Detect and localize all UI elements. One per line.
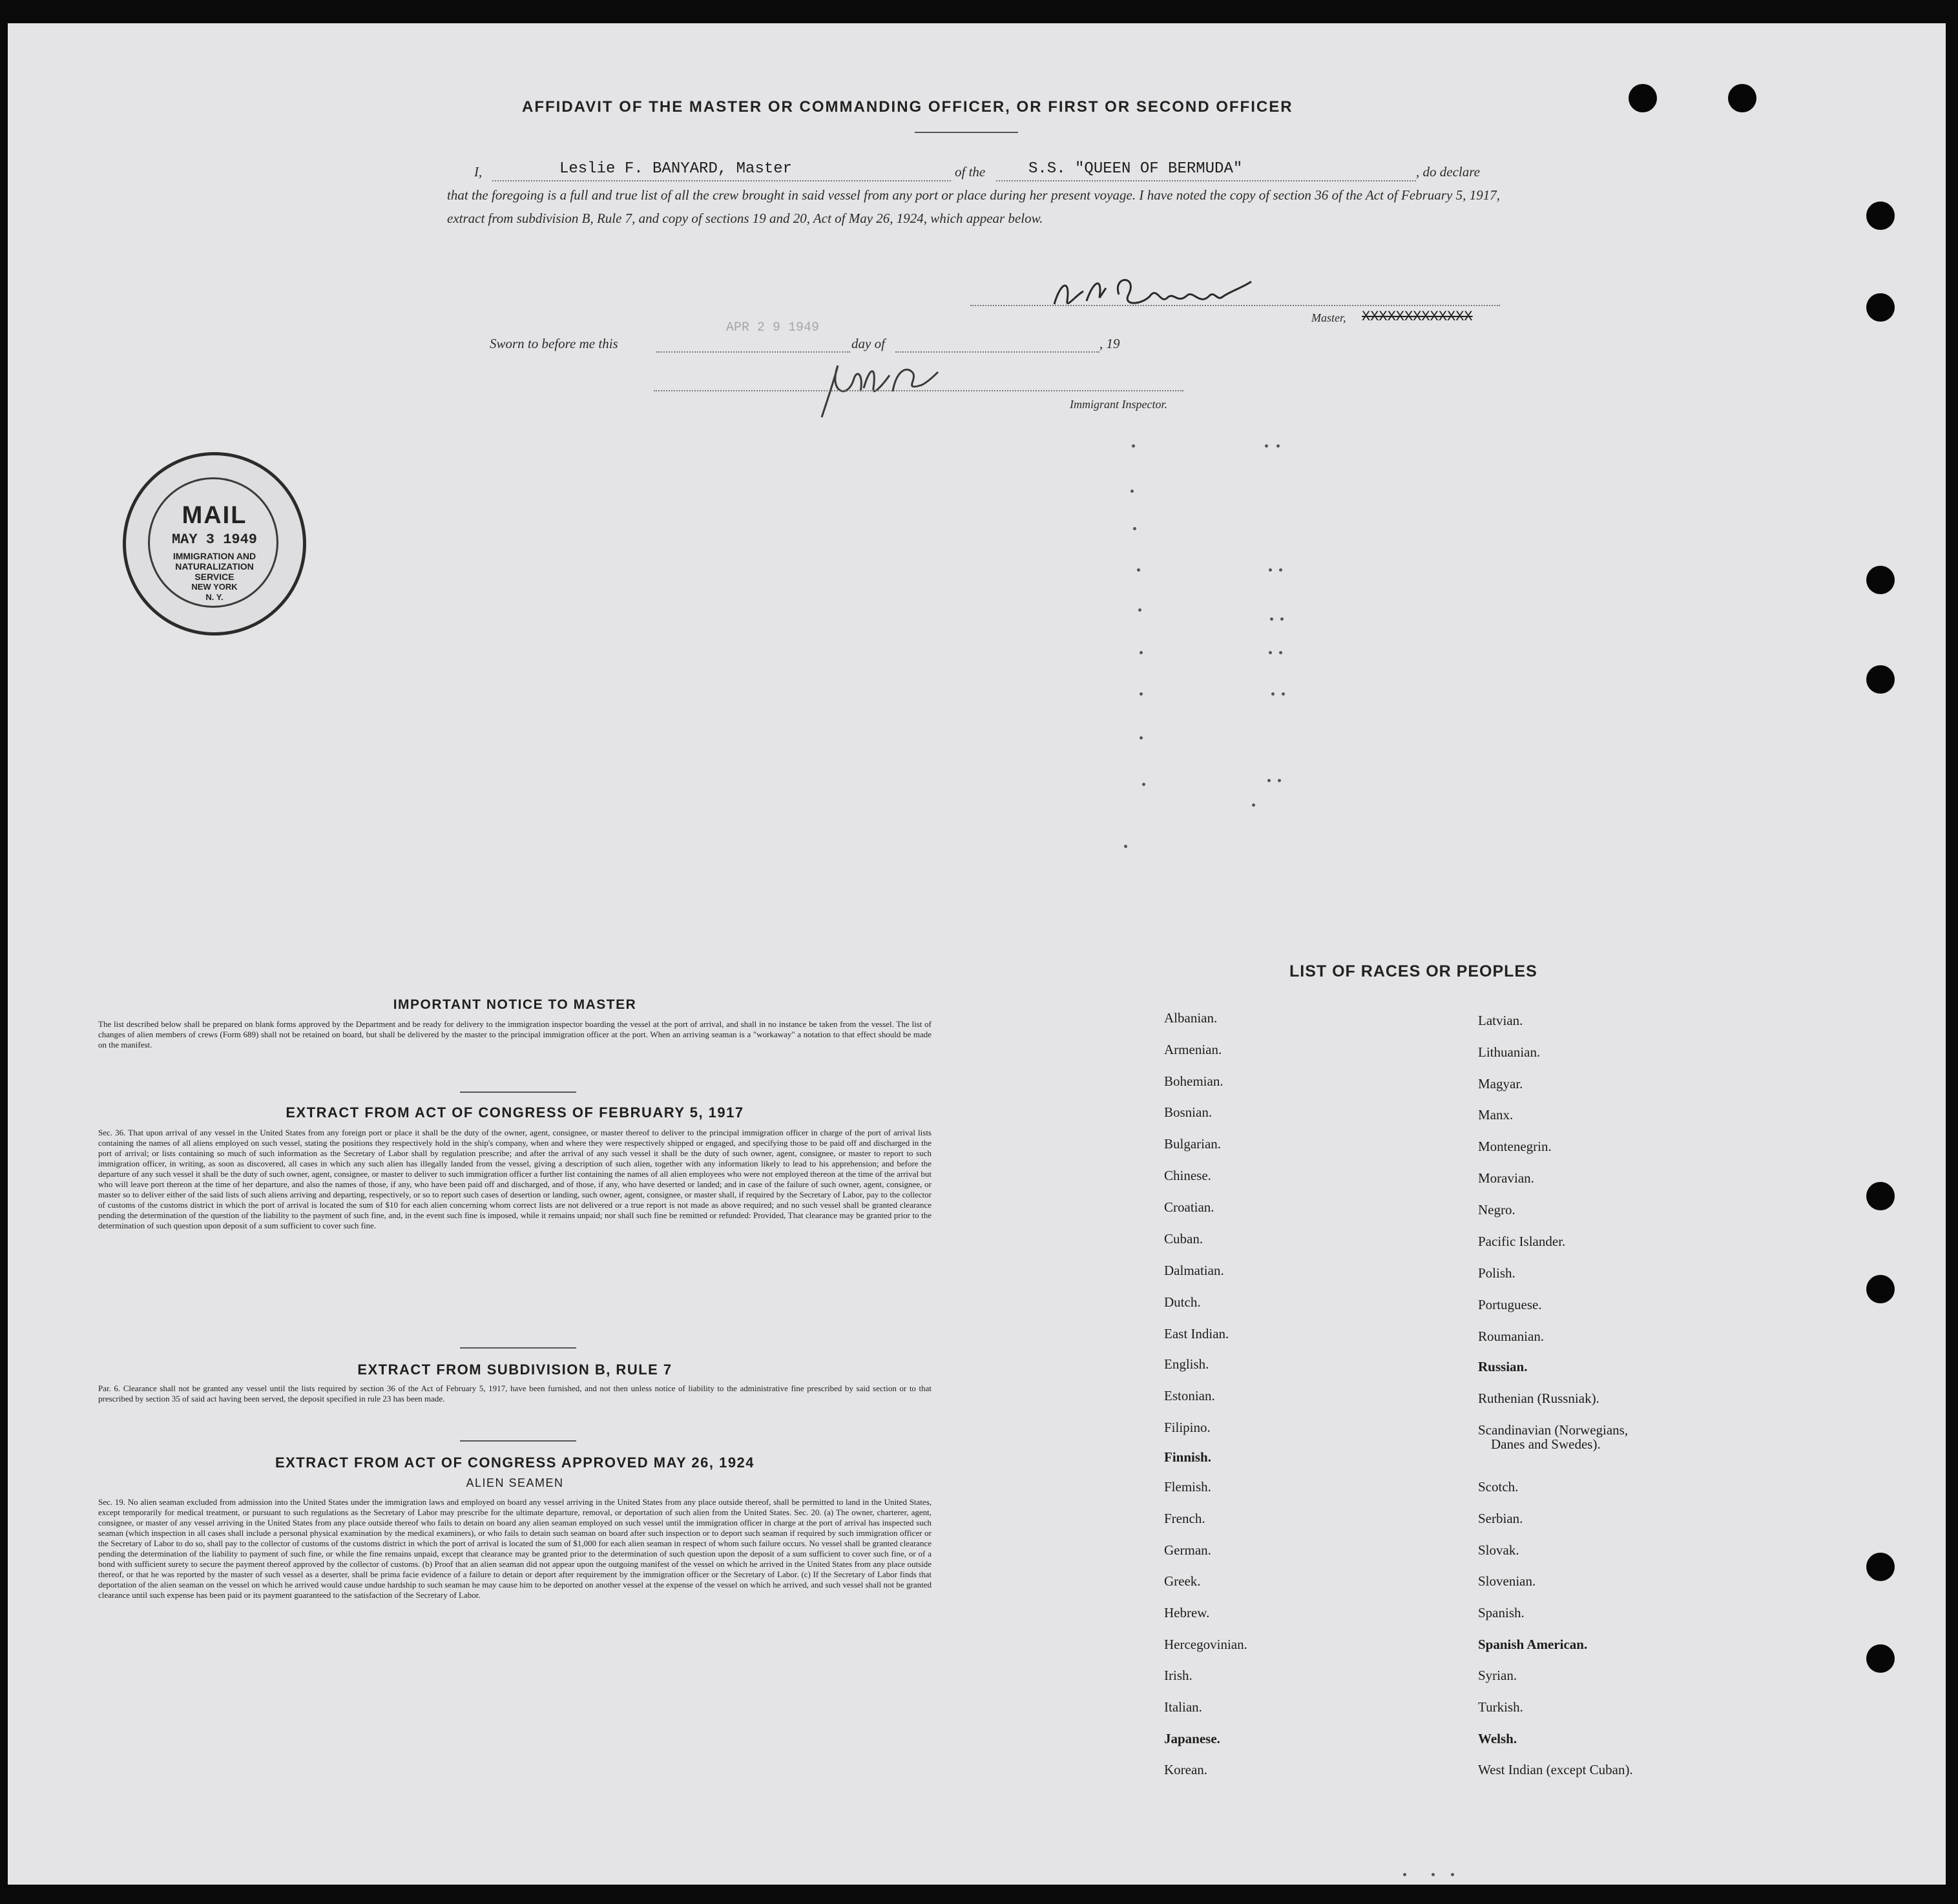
extract-1924-body: Sec. 19. No alien seaman excluded from admission into the United States under the immigration laws and employed on board any vessel arriving in the United States from any place outside thereof, shall be permitted to land in the United States, except temporarily for medical treatment, or pursuant to such regulations as the Secretary of Labor may prescribe for the ultimate departure, removal, or deportation of such alien from the United States. Sec. 20. (a) The owner, charterer, agent, consignee, or master of any vessel arriving in the United States from any place outside thereof who fails to detain on board any alien seaman employed on such vessel until the immigration officer in charge at the port of arrival has inspected such seaman (which inspection in all cases shall include a personal physical examination by the medical examiners), or who fails to detain such seaman on board after such inspection or to deport such seaman if required by such immigration officer or the Secretary of Labor to do so, shall pay to the collector of customs of the customs district in which the port of arrival is located the sum of $1,000 for each alien seaman in respect of whom such failure occurs. No vessel shall be granted clearance pending the determination of the liability to payment of such fine, or while the fine remains unpaid, except that clearance may be granted prior to the determination of such question upon the deposit of a sum sufficient to cover such fine, or of a bond with sufficient surety to secure the payment thereof approved by the collector of customs. (b) Proof that an alien seaman did not appear upon the outgoing manifest of the vessel on which he arrived in the United States from any place outside thereof, or that he was reported by the master of such vessel as a deserter, shall be prima facie evidence of a failure to detain or deport after requirement by the immigration officer or the Secretary of Labor. (c) If the Secretary of Labor finds that deportation of the alien seaman on the vessel on which he arrived would cause undue hardship to such seaman he may cause him to be deported on another vessel at the expense of the vessel on which he arrived, and such vessel shall not be granted clearance until such expense has been paid or its payment guaranteed to the satisfaction of the Secretary of Labor. — [98, 1497, 932, 1600]
punch-hole — [1866, 1644, 1895, 1673]
extract-1917-body: Sec. 36. That upon arrival of any vessel in the United States from any foreign port or place it shall be the duty of the owner, agent, consignee, or master thereof to deliver to the principal immigration officer in charge of the port of arrival lists containing the names of all aliens employed on such vessel, stating the positions they respectively hold in the ship's company, when and where they were respectively shipped or engaged, and specifying those to be paid off and discharged in the port of arrival; or lists containing so much of such information as the Secretary of Labor shall by regulation prescribe; and after the arrival of any such vessel it shall be the duty of such owner, agent, consignee, or master to report to such immigration officer, in writing, as soon as discovered, all cases in which any such alien has illegally landed from the vessel, giving a description of such alien, together with any information likely to lead to his apprehension; and before the departure of any such vessel it shall be the duty of such owner, agent, consignee, or master to deliver to such immigration officer a further list containing the names of all alien employees who were not employed thereon at the time of the arrival but who will leave port thereon at the time of her departure, and also the names of those, if any, who have been paid off and discharged, and of those, if any, who have deserted or landed; and in case of the failure of such owner, agent, consignee, or master so to deliver either of the said lists of such aliens arriving and departing, respectively, or so to report such cases of desertion or landing, such owner, agent, consignee, or master shall, if required by the Secretary of Labor, pay to the collector of customs of the customs district in which the port of arrival is located the sum of $10 for each alien concerning whom correct lists are not delivered or a true report is not made as above required; and no such vessel shall be granted clearance pending the determination of the question of the liability to the payment of such fine, and, in the event such fine is imposed, while it remains unpaid; nor shall such fine be remitted or refunded: Provided, That clearance may be granted prior to the determination of such question upon deposit of a sum sufficient to cover such fine. — [98, 1128, 932, 1230]
race-right: Slovak. — [1478, 1542, 1519, 1558]
inspector-signature-line — [654, 390, 1183, 391]
punch-hole — [1866, 1182, 1895, 1210]
race-right: Syrian. — [1478, 1668, 1517, 1683]
race-left: Bosnian. — [1164, 1104, 1213, 1120]
race-left: English. — [1164, 1356, 1209, 1372]
punch-hole — [1866, 1275, 1895, 1303]
manifest-page — [8, 23, 1946, 1885]
name-dotline — [492, 180, 951, 181]
race-left: Korean. — [1164, 1762, 1208, 1777]
punch-hole — [1629, 84, 1657, 112]
stamp-date: MAY 3 1949 — [171, 532, 258, 548]
column-mark — [1130, 490, 1134, 493]
column-mark — [1265, 444, 1268, 448]
race-right: Lithuanian. — [1478, 1044, 1541, 1060]
race-right: Latvian. — [1478, 1013, 1523, 1028]
race-left: Dutch. — [1164, 1294, 1201, 1310]
race-left: Flemish. — [1164, 1479, 1211, 1495]
race-right: Danes and Swedes). — [1491, 1436, 1601, 1452]
race-right: Magyar. — [1478, 1076, 1523, 1092]
section-rule — [460, 1440, 576, 1442]
column-mark — [1269, 651, 1272, 654]
extract-1917-title: EXTRACT FROM ACT OF CONGRESS OF FEBRUARY 5, 1917 — [286, 1104, 744, 1121]
declaration-text: that the foregoing is a full and true list of all the crew brought in said vessel from any port or place during her present voyage. I have noted the copy of section 36 of the Act of February 5, 1917, extract from subdivision B, Rule 7, and copy of sections 19 and 20, Act of May 26, 1924, which appear below. — [447, 187, 1500, 226]
race-left: Japanese. — [1164, 1731, 1220, 1746]
vessel-name: S.S. "QUEEN OF BERMUDA" — [1028, 160, 1243, 178]
master-signature — [1048, 269, 1261, 320]
column-mark — [1137, 568, 1140, 572]
race-left: Italian. — [1164, 1699, 1202, 1715]
extract-1924-title: EXTRACT FROM ACT OF CONGRESS APPROVED MAY 26, 1924 — [275, 1454, 755, 1471]
notice-title: IMPORTANT NOTICE TO MASTER — [393, 997, 637, 1012]
column-mark — [1140, 651, 1143, 654]
master-label: Master, — [1311, 311, 1346, 324]
race-left: German. — [1164, 1542, 1211, 1558]
punch-hole — [1728, 84, 1756, 112]
stamp-line: N. Y. — [205, 592, 224, 602]
master-name: Leslie F. BANYARD, Master — [559, 160, 793, 178]
punch-hole — [1866, 1553, 1895, 1581]
race-right: Russian. — [1478, 1359, 1528, 1374]
alien-seamen-subtitle: ALIEN SEAMEN — [466, 1476, 564, 1489]
stamp-line: NATURALIZATION — [175, 561, 254, 572]
inspector-label: Immigrant Inspector. — [1070, 398, 1167, 411]
race-left: French. — [1164, 1511, 1205, 1526]
race-right: Scandinavian (Norwegians, — [1478, 1422, 1629, 1438]
column-mark — [1252, 803, 1255, 807]
race-left: Dalmatian. — [1164, 1263, 1224, 1278]
do-declare-label: , do declare — [1416, 164, 1480, 180]
race-left: Greek. — [1164, 1573, 1201, 1589]
stamp-line: IMMIGRATION AND — [172, 551, 256, 561]
race-right: Roumanian. — [1478, 1329, 1545, 1344]
immigration-mail-stamp — [123, 452, 306, 636]
column-mark — [1271, 692, 1275, 696]
punch-hole — [1866, 293, 1895, 322]
inspector-signature — [809, 353, 944, 424]
race-left: Estonian. — [1164, 1388, 1215, 1403]
races-title: LIST OF RACES OR PEOPLES — [1289, 962, 1537, 980]
master-signature-line — [970, 305, 1500, 306]
column-mark — [1279, 568, 1282, 572]
sworn-date-stamp: APR 2 9 1949 — [726, 320, 820, 335]
of-the-label: of the — [955, 164, 986, 180]
race-right: Turkish. — [1478, 1699, 1523, 1715]
day-of-label: day of — [851, 336, 885, 351]
punch-hole — [1866, 202, 1895, 230]
race-right: Montenegrin. — [1478, 1139, 1552, 1154]
column-mark — [1451, 1873, 1454, 1876]
race-right: Spanish American. — [1478, 1637, 1588, 1652]
column-mark — [1124, 845, 1127, 848]
race-left: Bohemian. — [1164, 1073, 1224, 1089]
race-right: Manx. — [1478, 1107, 1514, 1123]
notice-body: The list described below shall be prepared on blank forms approved by the Department and be ready for delivery to the immigration inspector boarding the vessel at the port of arrival, and shall in no instance be taken from the vessel. The list of changes of alien members of crews (Form 689) shall not be retained on board, but shall be delivered by the master to the principal immigration officer at the port. When an arriving seaman is a "workaway" a notation to that effect should be made on the manifest. — [98, 1019, 932, 1050]
affidavit-i: I, — [474, 164, 483, 180]
vessel-dotline — [996, 180, 1416, 181]
race-right: Welsh. — [1478, 1731, 1517, 1746]
column-mark — [1269, 568, 1272, 572]
race-right: Scotch. — [1478, 1479, 1519, 1495]
column-mark — [1279, 651, 1282, 654]
section-rule — [460, 1347, 576, 1349]
column-mark — [1282, 692, 1285, 696]
stamp-mail: MAIL — [182, 502, 247, 529]
column-mark — [1142, 783, 1145, 786]
race-right: Slovenian. — [1478, 1573, 1536, 1589]
rule-7-title: EXTRACT FROM SUBDIVISION B, RULE 7 — [357, 1361, 672, 1378]
race-left: Finnish. — [1164, 1449, 1211, 1465]
race-left: Cuban. — [1164, 1231, 1203, 1247]
column-mark — [1267, 779, 1271, 782]
race-left: Irish. — [1164, 1668, 1193, 1683]
race-right: Negro. — [1478, 1202, 1515, 1217]
race-left: Chinese. — [1164, 1168, 1211, 1183]
section-rule — [460, 1092, 576, 1093]
race-right: Serbian. — [1478, 1511, 1523, 1526]
column-mark — [1140, 692, 1143, 696]
column-mark — [1278, 779, 1281, 782]
race-left: Filipino. — [1164, 1420, 1211, 1435]
year-label: , 19 — [1099, 336, 1120, 351]
race-left: Hebrew. — [1164, 1605, 1210, 1620]
column-mark — [1132, 444, 1135, 448]
column-mark — [1138, 608, 1141, 612]
stamp-line: SERVICE — [194, 572, 234, 582]
race-left: Bulgarian. — [1164, 1136, 1222, 1152]
race-right: Pacific Islander. — [1478, 1234, 1566, 1249]
race-left: Croatian. — [1164, 1199, 1214, 1215]
column-mark — [1403, 1873, 1406, 1876]
rule-7-body: Par. 6. Clearance shall not be granted any vessel until the lists required by section 36 of the Act of February 5, 1917, have been furnished, and not then unless notice of liability to the administrative fine prescribed by said section or to that prescribed by section 35 of said act having been served, the deposit specified in rule 23 has been made. — [98, 1383, 932, 1403]
column-mark — [1280, 617, 1284, 621]
race-right: Portuguese. — [1478, 1297, 1542, 1312]
sworn-label: Sworn to before me this — [490, 336, 618, 351]
column-mark — [1276, 444, 1280, 448]
punch-hole — [1866, 566, 1895, 594]
race-right: Polish. — [1478, 1265, 1515, 1281]
title-rule — [915, 132, 1018, 133]
column-mark — [1133, 527, 1136, 530]
column-mark — [1270, 617, 1273, 621]
column-mark — [1432, 1873, 1435, 1876]
punch-hole — [1866, 665, 1895, 694]
race-right: Moravian. — [1478, 1170, 1534, 1186]
race-left: East Indian. — [1164, 1326, 1229, 1341]
affidavit-title: AFFIDAVIT OF THE MASTER OR COMMANDING OFFICER, OR FIRST OR SECOND OFFICER — [522, 98, 1293, 116]
race-right: Ruthenian (Russniak). — [1478, 1391, 1599, 1406]
master-struck-title: XXXXXXXXXXXXX — [1362, 309, 1473, 325]
column-mark — [1140, 736, 1143, 740]
race-left: Albanian. — [1164, 1010, 1218, 1026]
race-left: Armenian. — [1164, 1042, 1222, 1057]
race-right: Spanish. — [1478, 1605, 1525, 1620]
race-left: Hercegovinian. — [1164, 1637, 1247, 1652]
stamp-line: NEW YORK — [191, 582, 238, 592]
race-right: West Indian (except Cuban). — [1478, 1762, 1633, 1777]
